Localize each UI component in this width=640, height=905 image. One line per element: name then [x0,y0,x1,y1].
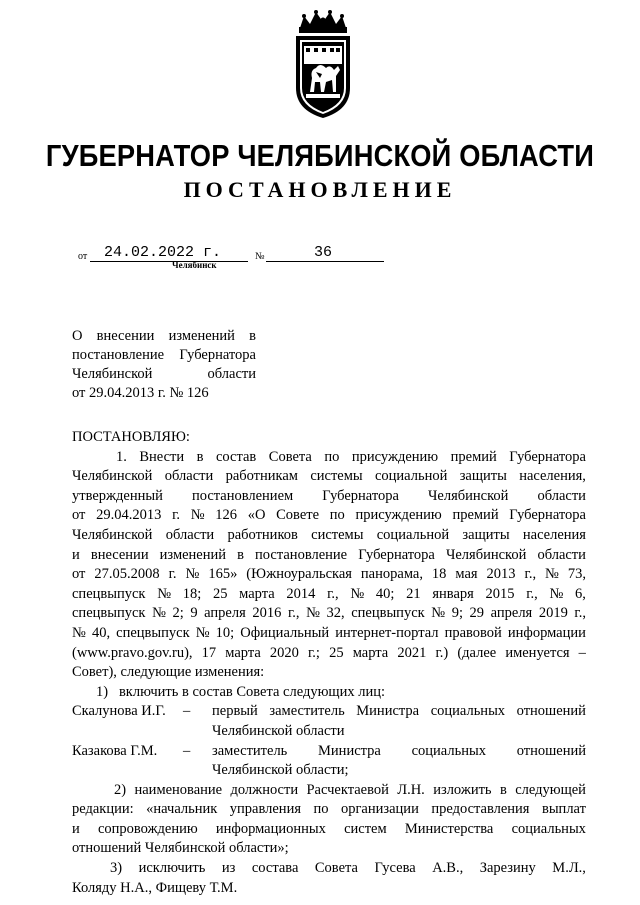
word: 32, [326,605,345,622]
word: 25 [212,585,228,602]
member-position-continued: Челябинской области [212,722,345,739]
word: от [72,566,86,583]
item-1-line [72,644,586,664]
word: 165» [208,566,238,583]
word: апреля [490,605,533,622]
word: Совета [314,860,358,877]
word: интернет-портал [335,624,439,641]
word: предоставления [431,801,530,818]
word: редакции: [72,801,134,818]
word: системы [311,526,364,543]
word: 27.05.2008 [94,566,160,583]
word: исключить [138,860,206,877]
word: спецвыпуск [351,605,425,622]
word: Гусева [374,860,416,877]
word: 126 [215,507,237,524]
word: № [152,605,166,622]
word: 25 [329,644,344,661]
word: системы [310,468,363,485]
word: социальных [411,742,486,759]
sub-item-2 [72,781,586,859]
word: 2021 [397,644,427,661]
item-1-line [72,624,586,644]
word: (далее [457,644,497,661]
word: г., [524,566,537,583]
word: г., [287,605,300,622]
item-1-line [72,526,586,546]
word: в [196,448,204,465]
word: 2019 [538,605,568,622]
member-row [72,702,586,722]
word: премий [452,507,499,524]
word: № [545,566,559,583]
word: по [313,801,329,818]
word: Челябинской [72,468,153,485]
word: сопровождению [97,820,198,837]
word: г. [172,507,180,524]
word: Совета [268,448,312,465]
word: 29 [469,605,485,622]
word: «О [247,507,266,524]
word: г.) [435,644,449,661]
member-dash: – [183,703,191,720]
word: выплат [541,801,586,818]
word: первый [212,703,258,720]
word: № [549,585,564,602]
member-position [212,742,586,762]
word: 9; [451,605,463,622]
word: отношений Челябинской области»; [72,840,289,857]
sub-item-3-line [72,859,586,879]
member-dash: – [183,742,191,759]
word: Официальный [240,624,330,641]
word: мая [455,566,478,583]
word: спецвыпуск [116,624,190,641]
word: (www.pravo.gov.ru), [72,644,193,661]
sub-item-2-line [72,800,586,820]
word: правовой [444,624,502,641]
word: отношений [516,703,586,720]
item-1 [72,448,586,683]
word: из [221,860,236,877]
word: 21 [406,585,421,602]
document-body [72,428,586,898]
word: 2; [172,605,184,622]
word: информации [507,624,586,641]
word: внесении [90,546,149,563]
word: в [237,546,244,563]
word: управления [229,801,301,818]
word: – [578,644,586,661]
word: Совете [276,507,320,524]
word: работникам [225,468,298,485]
subject-line [72,327,256,346]
word: заместитель [269,703,345,720]
word: 40, [91,624,111,641]
word: 2) [114,781,127,798]
word: социальных [430,703,506,720]
word: от 29.04.2013 г. № 126 [72,385,209,401]
word: в [499,781,507,798]
word: области [207,366,256,382]
word: информационных [215,820,326,837]
word: (Южноуральская [246,566,352,583]
document-date: 24.02.2022 г. [90,244,248,262]
number-label: № [255,251,265,262]
member-position-continued: Челябинской области; [212,762,349,779]
item-1-line [72,585,586,605]
word: социальной [376,526,450,543]
word: присуждению [355,507,442,524]
word: Внести [139,448,185,465]
word: № [190,507,205,524]
word: в [249,328,256,344]
word: апреля [204,605,246,622]
word: г.; [308,644,320,661]
item-1-line [72,604,586,624]
member-name: Скалунова И.Г. [72,703,166,720]
word: 40; [375,585,395,602]
subject-line [72,384,256,403]
word: изложить [433,781,492,798]
word: населения [522,526,586,543]
word: № [306,605,320,622]
word: премий [450,448,497,465]
word: именуется [505,644,570,661]
governor-title: ГУБЕРНАТОР ЧЕЛЯБИНСКОЙ ОБЛАСТИ [45,138,595,173]
word: 10; [215,624,235,641]
word: изменений [159,546,227,563]
word: области [165,526,215,543]
word: Губернатора [179,347,256,363]
sub-item-1-text: 1) включить в состав Совета следующих лиц: [96,683,386,700]
item-1-line [72,487,586,507]
item-1-line [72,546,586,566]
word: г., [574,605,586,622]
subject-line [72,365,256,384]
document-number: 36 [266,244,384,262]
word: 3) [110,860,123,877]
word: заместитель [212,742,288,759]
word: г. [168,566,177,583]
word: защиты [462,526,510,543]
word: и [72,546,80,563]
document-type: ПОСТАНОВЛЕНИЕ [183,177,457,202]
word: утвержденный [72,487,163,504]
word: Губернатора [358,546,435,563]
word: 73, [567,566,586,583]
item-1-line [72,506,586,526]
sub-item-3 [72,859,586,898]
word: марта [239,585,275,602]
item-1-line [72,565,586,585]
word: 17 [201,644,217,661]
word: Расчектаевой [306,781,389,798]
sub-item-2-line [72,781,586,801]
word: марта [225,644,261,661]
word: 18; [182,585,202,602]
word: г., [327,585,339,602]
sub-item-1 [72,683,586,703]
word: 2016 [252,605,282,622]
word: внесении [96,328,155,344]
word: организации [340,801,419,818]
word: Совет), следующие изменения: [72,664,265,681]
word: спецвыпуск [72,605,146,622]
word: населения, [519,468,586,485]
word: по [324,448,340,465]
word: № [185,566,200,583]
word: 1. [116,448,127,465]
word: Коляду Н.А., Фищеву Т.М. [72,879,238,896]
word: изменений [168,328,235,344]
word: защиты [459,468,507,485]
word: Челябинской [72,526,153,543]
word: отношений [516,742,586,759]
word: Челябинской [445,546,527,563]
subject-line [72,346,256,365]
sub-item-2-line [72,820,586,840]
date-label: от [78,251,88,262]
word: области [164,468,214,485]
document-city: Челябинск [172,260,217,270]
word: постановление [255,546,348,563]
sub-item-2-line [72,839,586,859]
sub-item-3-line [72,879,586,899]
word: области [537,546,586,563]
word: Челябинской [427,487,509,504]
word: Министра [356,703,420,720]
word: постановление [72,347,165,363]
word: № [72,624,86,641]
item-1-line [72,663,586,683]
item-1-line [72,448,586,468]
word: № [350,585,365,602]
word: должности [230,781,299,798]
document-subject [72,327,256,403]
word: Губернатора [509,448,586,465]
word: Губернатора [322,487,399,504]
member-name: Казакова Г.М. [72,742,158,759]
word: 2020 [269,644,299,661]
word: М.Л., [552,860,586,877]
word: 2013 [486,566,516,583]
word: О [72,328,83,344]
word: А.В., [432,860,464,877]
word: от [72,507,86,524]
word: спецвыпуск [72,585,146,602]
word: состава [251,860,299,877]
word: социальной [374,468,448,485]
word: социальных [511,820,586,837]
word: по [329,507,345,524]
decree-word: ПОСТАНОВЛЯЮ: [72,429,190,445]
word: января [432,585,474,602]
members-list [72,702,586,780]
word: работников [227,526,298,543]
member-position [212,702,586,722]
word: Губернатора [509,507,586,524]
word: следующей [515,781,586,798]
word: систем [344,820,387,837]
word: Министра [318,742,381,759]
word: Челябинской [72,366,153,382]
word: Зарезину [479,860,536,877]
word: 2015 [485,585,515,602]
chelyabinsk-coat-of-arms-icon [286,8,360,120]
word: области [537,487,586,504]
word: наименование [134,781,223,798]
decree-heading [72,428,586,448]
word: панорама, [360,566,423,583]
word: состав [216,448,257,465]
word: Л.Н. [397,781,425,798]
word: 6, [575,585,586,602]
word: г., [526,585,538,602]
member-row [72,742,586,762]
word: марта [352,644,389,661]
word: 9 [190,605,198,622]
word: 18 [431,566,447,583]
word: № [157,585,172,602]
word: № [431,605,446,622]
word: «начальник [146,801,218,818]
word: 29.04.2013 [96,507,162,524]
word: и [72,820,80,837]
word: Министерства [404,820,494,837]
word: присуждению [351,448,439,465]
word: 2014 [286,585,316,602]
word: № [195,624,210,641]
word: постановлением [191,487,294,504]
item-1-line [72,467,586,487]
